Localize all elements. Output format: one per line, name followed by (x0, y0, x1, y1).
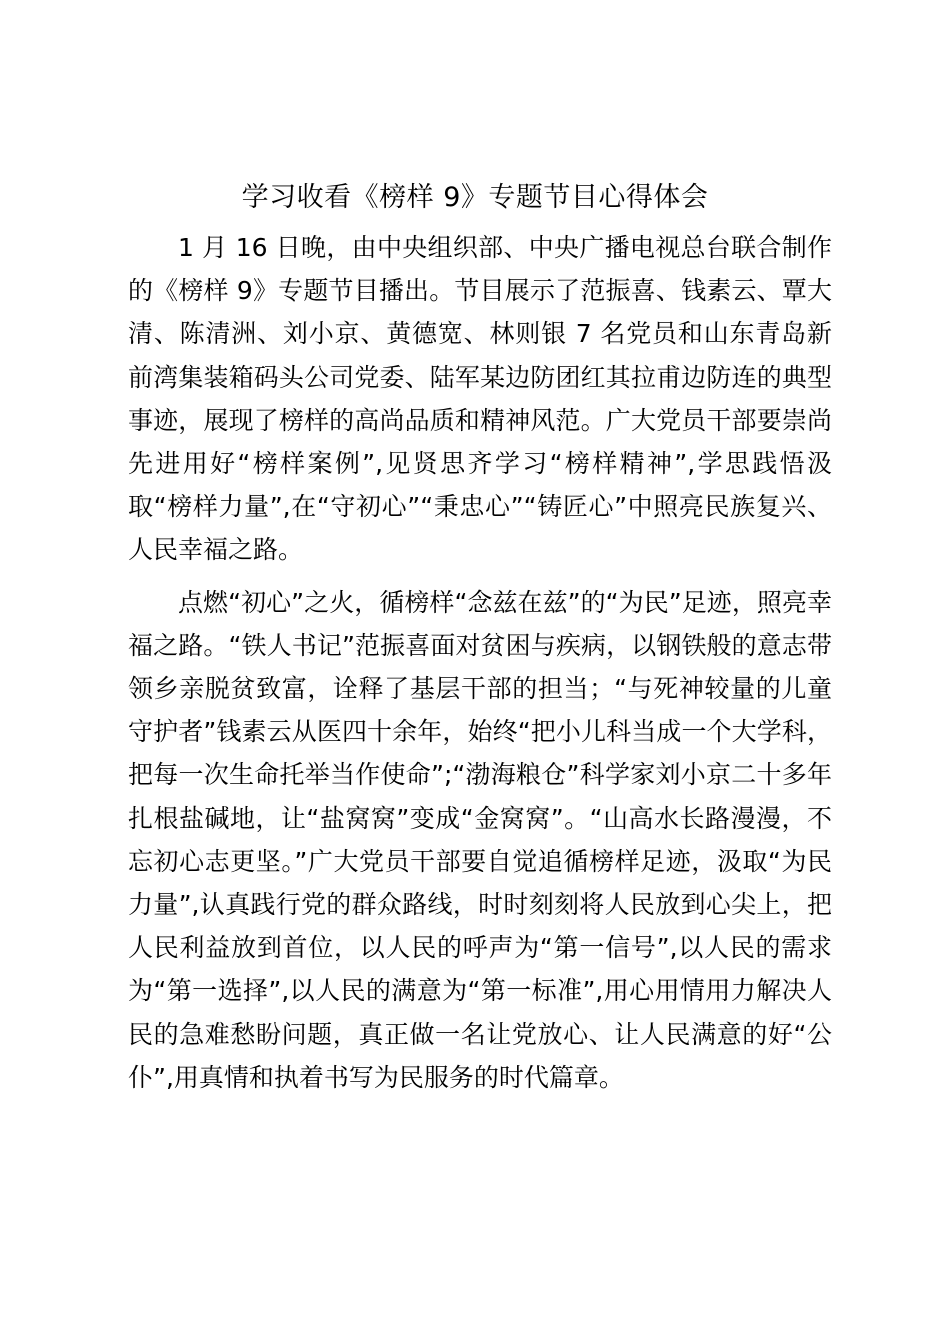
document-body (128, 226, 832, 1099)
paragraph-2: 点燃“初心”之火，循榜样“念兹在兹”的“为民”足迹，照亮幸福之路。“铁人书记”范振喜面对贫困与疾病，以钢铁般的意志带领乡亲脱贫致富，诠释了基层干部的担当；“与死神较量的儿童守护者”钱素云从医四十余年，始终“把小儿科当成一个大学科，把每一次生命托举当作使命”;“渤海粮仓”科学家刘小京二十多年扎根盐碱地，让“盐窝窝”变成“金窝窝”。“山高水长路漫漫，不忘初心志更坚。”广大党员干部要自觉追循榜样足迹，汲取“为民力量”,认真践行党的群众路线，时时刻刻将人民放到心尖上，把人民利益放到首位，以人民的呼声为“第一信号”,以人民的需求为“第一选择”,以人民的满意为“第一标准”,用心用情用力解决人民的急难愁盼问题，真正做一名让党放心、让人民满意的好“公仆”,用真情和执着书写为民服务的时代篇章。 (128, 587, 832, 1092)
document-title: 学习收看《榜样 9》专题节目心得体会 (241, 182, 709, 213)
paragraph-1: 1 月 16 日晚，由中央组织部、中央广播电视总台联合制作的《榜样 9》专题节目播出。节目展示了范振喜、钱素云、覃大清、陈清洲、刘小京、黄德宽、林则银 7 名党员和山东青岛新前湾集装箱码头公司党委、陆军某边防团红其拉甫边防连的典型事迹，展现了榜样的高尚品质和精神风范。广大党员干部要崇尚先进用好“榜样案例”,见贤思齐学习“榜样精神”,学思践悟汲取“榜样力量”,在“守初心”“秉忠心”“铸匠心”中照亮民族复兴、人民幸福之路。 (128, 233, 832, 565)
